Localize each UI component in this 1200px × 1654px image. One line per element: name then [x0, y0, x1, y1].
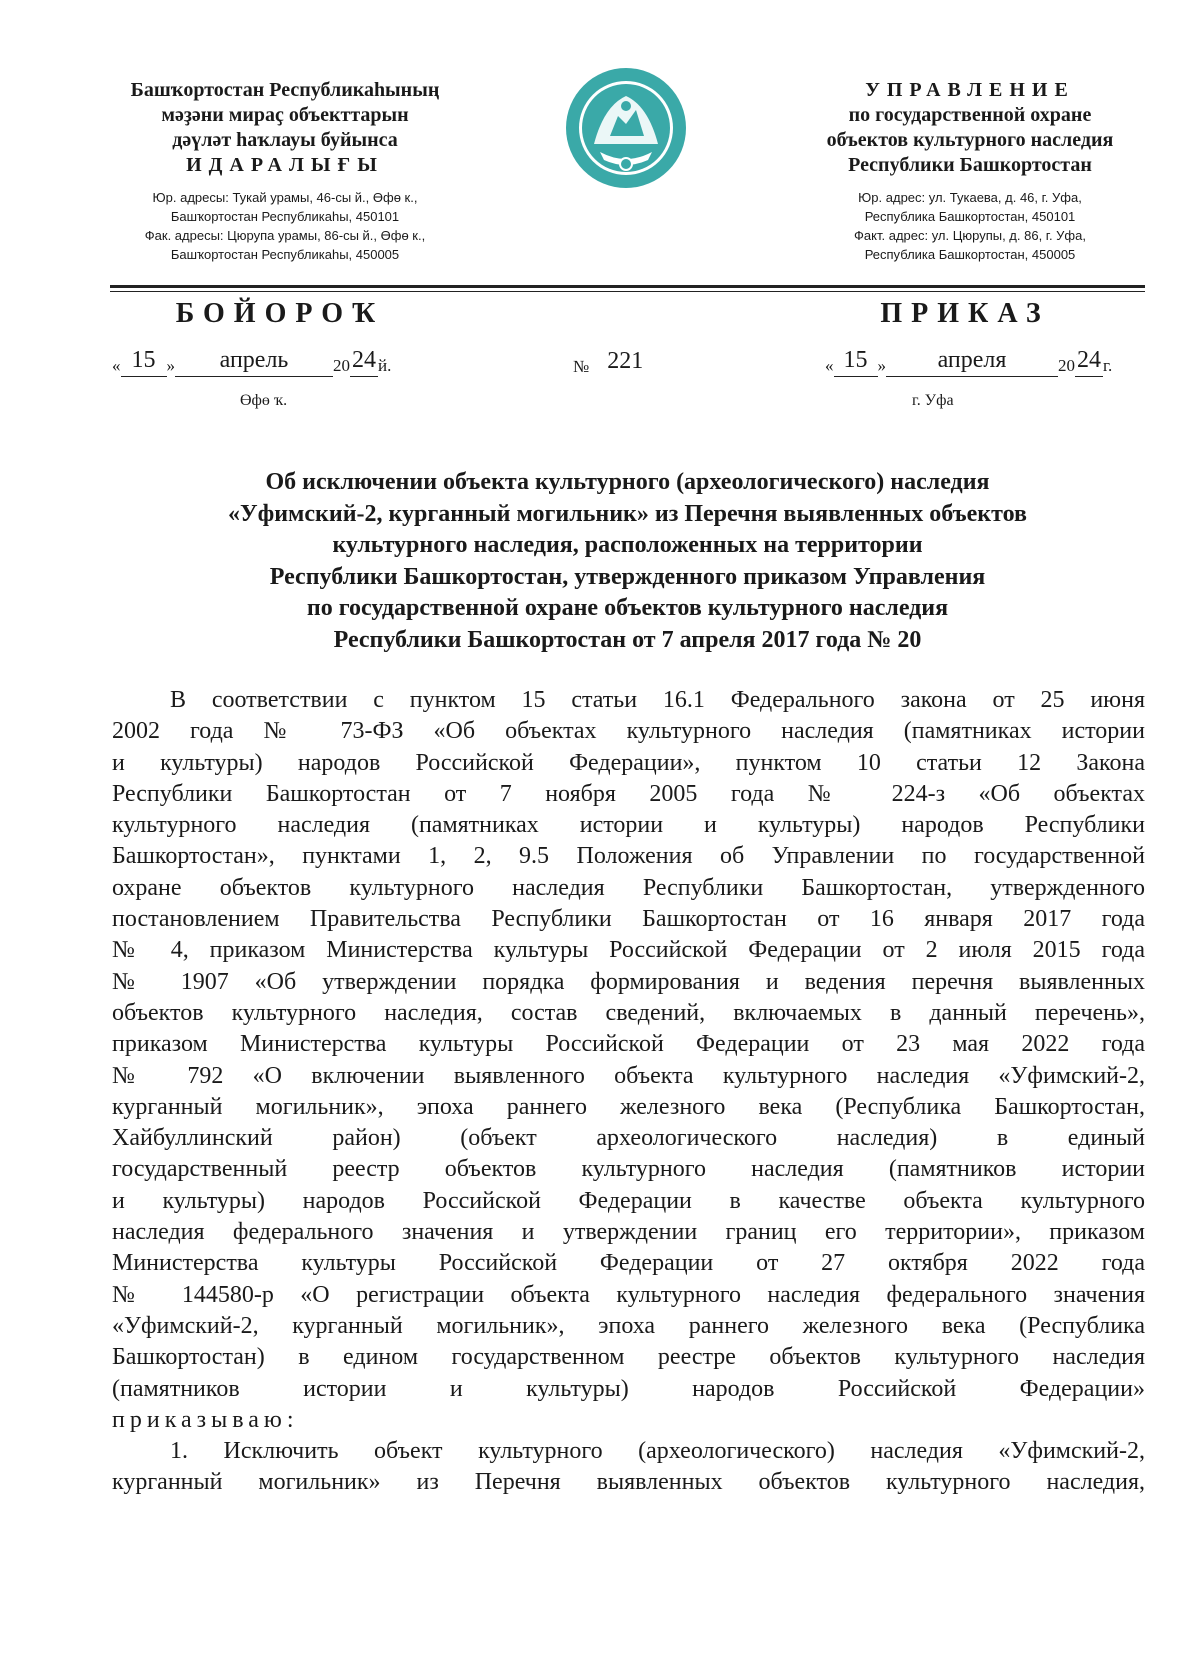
body-line: и культуры) народов Российской Федерации», пунктом 10 статьи 12 Закона — [112, 749, 1145, 776]
order-number — [573, 348, 644, 379]
body-line: Башкортостан», пунктами 1, 2, 9.5 Положения об Управлении по государственной — [112, 843, 1145, 870]
coat-of-arms-icon — [564, 66, 688, 190]
body-line: № 144580-р «О регистрации объекта культурного наследия федерального значения — [112, 1281, 1145, 1308]
header-russian-line4: Республики Башкортостан — [848, 154, 1092, 176]
body-line: «Уфимский-2, курганный могильник», эпоха раннего железного века (Республика — [112, 1312, 1145, 1339]
body-line: Республики Башкортостан от 7 ноября 2005 года № 224-з «Об объектах — [112, 780, 1145, 807]
quote-open: « — [112, 356, 121, 375]
title-line: Республики Башкортостан от 7 апреля 2017 года № 20 — [333, 626, 922, 653]
year-prefix: 20 — [333, 356, 350, 375]
header-russian — [790, 78, 1150, 178]
document-body — [112, 685, 1145, 1499]
year-unit: й. — [378, 356, 392, 375]
header-russian-line1: УПРАВЛЕНИЕ — [865, 79, 1075, 101]
title-line: культурного наследия, расположенных на территории — [332, 532, 923, 558]
body-line: № 792 «О включении выявленного объекта культурного наследия «Уфимский-2, — [112, 1062, 1145, 1089]
year-suffix: 24 — [1077, 347, 1101, 373]
body-line: постановлением Правительства Республики Башкортостан от 16 января 2017 года — [112, 906, 1145, 933]
quote-close: » — [166, 356, 175, 375]
address-bashkir-line: Юр. адресы: Тукай урамы, 46-сы й., Өфө к., — [152, 190, 418, 205]
number-sign: № — [573, 357, 590, 376]
date-day-field — [834, 347, 878, 377]
body-line: № 1907 «Об утверждении порядка формирования и ведения перечня выявленных — [112, 968, 1145, 995]
year-unit: г. — [1103, 356, 1113, 375]
year-suffix-field — [350, 347, 378, 377]
body-line: 2002 года № 73-ФЗ «Об объектах культурного наследия (памятниках истории — [112, 718, 1145, 745]
order-word-russian: ПРИКАЗ — [880, 298, 1050, 329]
header-russian-line2: по государственной охране — [848, 104, 1092, 126]
body-line: № 4, приказом Министерства культуры Российской Федерации от 2 июля 2015 года — [112, 937, 1145, 964]
year-suffix: 24 — [352, 347, 376, 373]
header-bashkir-line4: ИДАРАЛЫҒЫ — [186, 154, 384, 176]
title-line: «Уфимский-2, курганный могильник» из Перечня выявленных объектов — [228, 500, 1027, 527]
address-bashkir-line: Башҡортостан Республикаһы, 450101 — [170, 209, 400, 224]
header-russian-line3: объектов культурного наследия — [826, 129, 1114, 151]
body-line: культурного наследия (памятниках истории и культуры) народов Республики — [112, 812, 1145, 839]
body-line: курганный могильник» из Перечня выявленных объектов культурного наследия, — [112, 1469, 1145, 1496]
body-line: 1. Исключить объект культурного (археологического) наследия «Уфимский-2, — [170, 1438, 1145, 1465]
date-line-russian — [825, 347, 1113, 377]
header-bashkir-line3: дәүләт һаҡлауы буйынса — [172, 129, 398, 151]
body-line: охране объектов культурного наследия Республики Башкортостан, утвержденного — [112, 874, 1145, 901]
date-month-field — [175, 347, 333, 377]
body-line: Хайбуллинский район) (объект археологического наследия) в единый — [112, 1125, 1145, 1152]
address-bashkir-line: Башҡортостан Республикаһы, 450005 — [170, 247, 400, 262]
address-russian-line: Республика Башкортостан, 450101 — [864, 209, 1076, 224]
body-line: Министерства культуры Российской Федерации от 27 октября 2022 года — [112, 1250, 1145, 1277]
title-line: по государственной охране объектов культурного наследия — [306, 595, 949, 621]
year-prefix: 20 — [1058, 356, 1075, 375]
body-line: государственный реестр объектов культурного наследия (памятников истории — [112, 1156, 1145, 1183]
body-line-decree: приказываю: — [112, 1406, 299, 1433]
body-line: наследия федерального значения и утверждении границ его территории», приказом — [112, 1219, 1145, 1246]
body-line: и культуры) народов Российской Федерации в качестве объекта культурного — [112, 1187, 1145, 1214]
address-russian-line: Республика Башкортостан, 450005 — [864, 247, 1076, 262]
date-month: апреля — [937, 347, 1007, 373]
city-bashkir: Өфө ҡ. — [240, 392, 288, 409]
date-line-bashkir — [112, 347, 392, 377]
city-russian: г. Уфа — [912, 392, 954, 409]
date-day: 15 — [131, 347, 156, 373]
body-line: приказом Министерства культуры Российской Федерации от 23 мая 2022 года — [112, 1031, 1145, 1058]
body-line: (памятников истории и культуры) народов Российской Федерации» — [112, 1375, 1145, 1402]
date-day-field — [121, 347, 167, 377]
header-bashkir-line1: Башҡортостан Республикаһының — [130, 79, 440, 101]
address-russian — [790, 188, 1150, 264]
order-word-bashkir: БОЙОРОҠ — [175, 298, 385, 329]
body-line: Башкортостан) в едином государственном реестре объектов культурного наследия — [112, 1344, 1145, 1371]
body-line: курганный могильник», эпоха раннего железного века (Республика Башкортостан, — [112, 1093, 1145, 1120]
header-bashkir — [105, 78, 465, 178]
title-line: Республики Башкортостан, утвержденного приказом Управления — [269, 563, 986, 590]
date-day: 15 — [843, 347, 868, 373]
date-month: апрель — [219, 347, 289, 373]
address-bashkir — [105, 188, 465, 264]
address-bashkir-line: Фак. адресы: Цюрупа урамы, 86-сы й., Өфө к., — [144, 228, 426, 243]
title-line: Об исключении объекта культурного (археологического) наследия — [265, 469, 990, 495]
header-divider-thin — [110, 291, 1145, 292]
body-line: В соответствии с пунктом 15 статьи 16.1 Федерального закона от 25 июня — [170, 687, 1145, 713]
date-month-field — [886, 347, 1058, 377]
header-bashkir-line2: мәҙәни мираҫ объекттарын — [161, 104, 409, 126]
quote-close: » — [877, 356, 886, 375]
body-line: объектов культурного наследия, состав сведений, включаемых в данный перечень», — [112, 999, 1145, 1026]
quote-open: « — [825, 356, 834, 375]
address-russian-line: Факт. адрес: ул. Цюрупы, д. 86, г. Уфа, — [854, 228, 1086, 243]
year-suffix-field — [1075, 347, 1103, 377]
address-russian-line: Юр. адрес: ул. Тукаева, д. 46, г. Уфа, — [858, 190, 1082, 205]
document-title — [110, 467, 1145, 656]
number-value: 221 — [607, 348, 644, 374]
header-divider-thick — [110, 285, 1145, 288]
